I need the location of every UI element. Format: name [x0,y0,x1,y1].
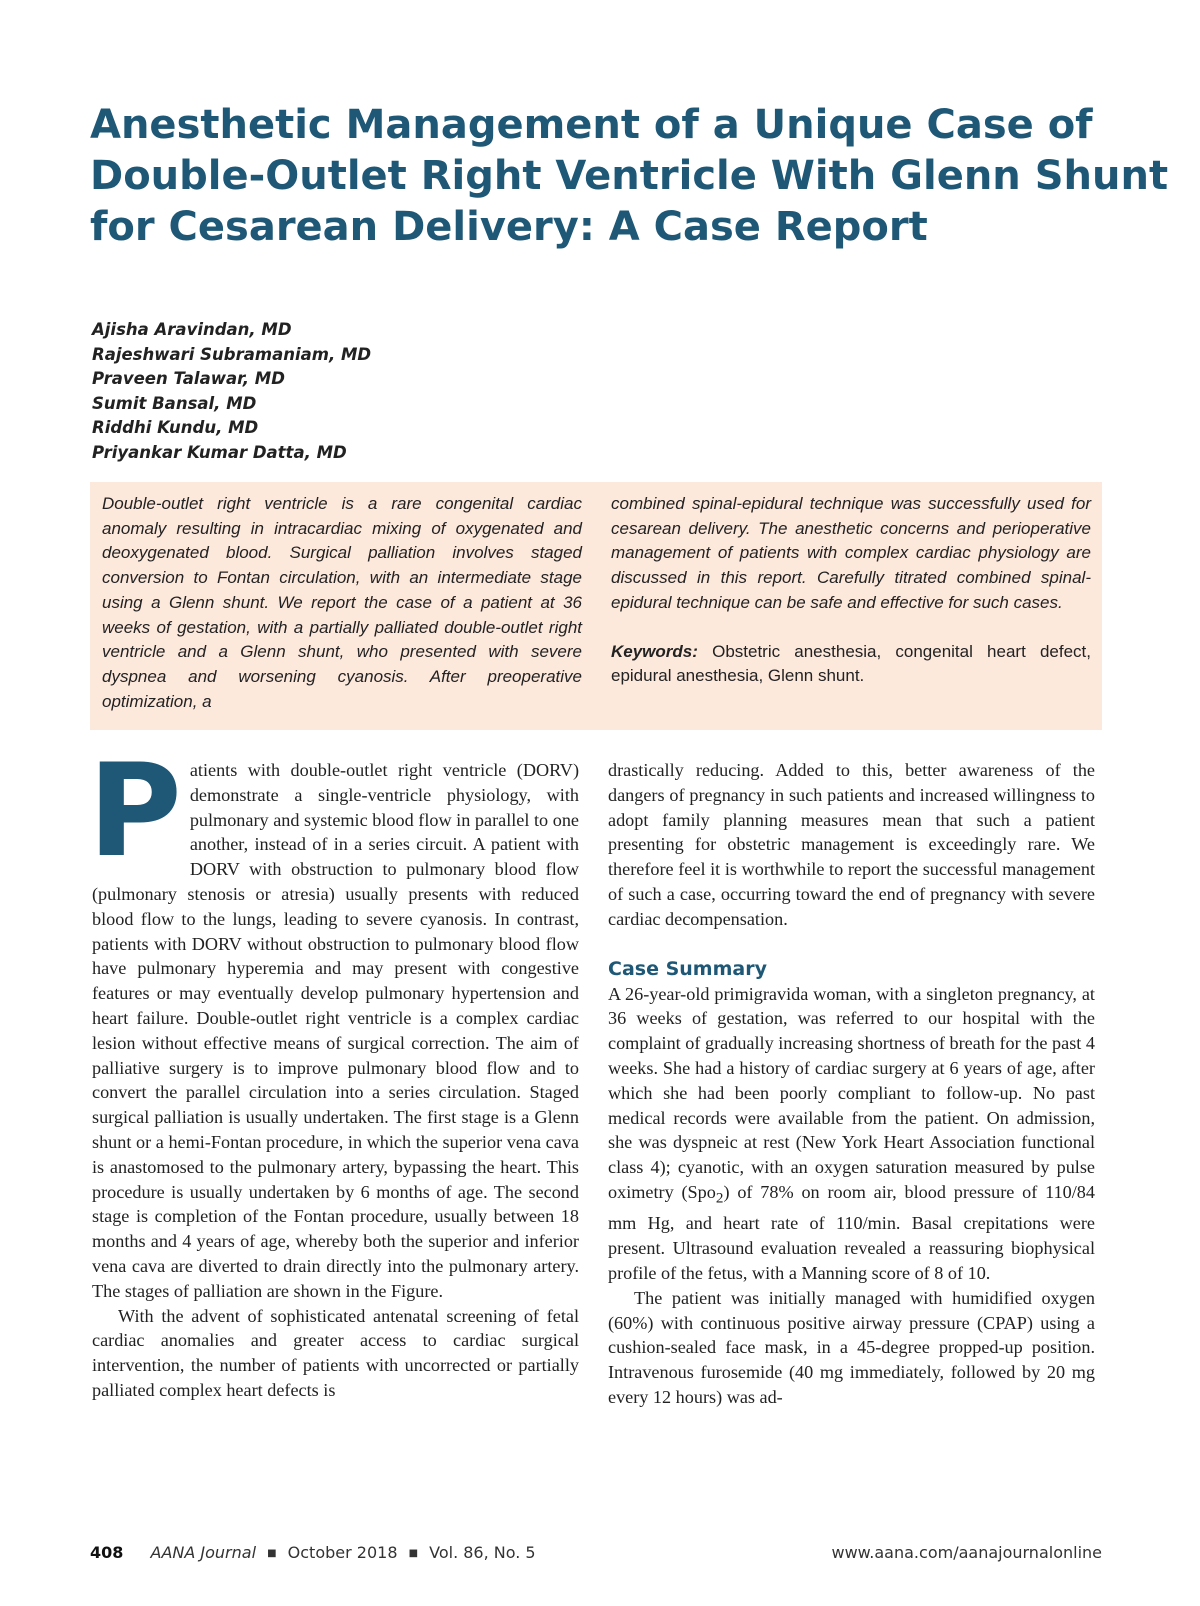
author-name: Sumit Bansal, MD [92,393,257,413]
page-footer [90,1543,1102,1562]
journal-url[interactable]: www.aana.com/aanajournalonline [831,1543,1102,1562]
abstract-right-text: combined spinal-epidural technique was successfully used for cesarean delivery. The anesthetic concerns and perioperative management of patients with complex cardiac physiology are discussed in this report. Carefully titrated combined spinal-epidural technique can be safe and effective for such cases. [611,494,1091,612]
author-name: Ajisha Aravindan, MD [92,320,292,339]
body-paragraph: The patient was initially managed with humidified oxygen (60%) with continuous positive airway pressure (CPAP) using a cushion-sealed face mask, in a 45-degree propped-up position. Intravenous furosemide (40 mg immediately, followed by 20 mg every 12 hours) was ad- [608,1287,1095,1407]
author-list [92,318,371,465]
abstract-left-column: Double-outlet right ventricle is a rare congenital cardiac anomaly resulting in intracardiac mixing of oxygenated and deoxygenated blood. Surgical palliation involves staged conversion to Fontan circulation, with an intermediate stage using a Glenn shunt. We report the case of a patient at 36 weeks of gestation, with a partially palliated double-outlet right ventricle and a Glenn shunt, who presented with severe dyspnea and worsening cyanosis. After preoperative optimization, a [102,494,582,711]
title-line: Anesthetic Management of a Unique Case of [90,102,1093,148]
separator-icon: ■ [267,1548,277,1559]
abstract-box [90,482,1102,730]
body-left-column [88,737,579,1403]
abstract-right-column [611,492,1091,689]
subscript: 2 [715,1189,724,1207]
section-heading-case-summary: Case Summary [608,957,767,980]
author-name: Praveen Talawar, MD [92,369,285,388]
issue-date: October 2018 [287,1543,398,1562]
drop-cap: P [88,737,182,886]
article-title [90,100,1169,253]
keywords [611,640,1091,689]
body-paragraph: With the advent of sophisticated antenatal screening of fetal cardiac anomalies and greater access to cardiac surgical intervention, the number of patients with uncorrected or partially palliated complex heart defects is [92,1305,579,1400]
keywords-label: Keywords: [611,641,698,661]
keywords-text: Obstetric anesthesia, congenital heart defect, epidural anesthesia, Glenn shunt. [611,641,1091,686]
separator-icon: ■ [408,1548,419,1559]
title-line: Double-Outlet Right Ventricle With Glenn Shunt [90,153,1169,199]
author-name: Priyankar Kumar Datta, MD [92,442,347,462]
body-paragraph: drastically reducing. Added to this, better awareness of the dangers of pregnancy in such patients and increased willingness to adopt family planning measures mean that such a patient presenting for obstetric management is exceedingly rare. We therefore feel it is worthwhile to report the successful management of such a case, occurring toward the end of pregnancy with severe cardiac decompensation. [608,760,1095,929]
title-line: for Cesarean Delivery: A Case Report [90,204,928,250]
case-paragraph: A 26-year-old primigravida woman, with a singleton pregnancy, at 36 weeks of gestation, was referred to our hospital with the complaint of gradually increasing shortness of breath for the past 4 weeks. She had a history of cardiac surgery at 6 years of age, after which she had been poorly compliant to follow-up. No past medical records were available from the patient. On admission, she was dyspneic at rest (New York Heart Association functional class 4); cyanotic, with an oxygen saturation measured by pulse oximetry (Spo$_2$) of 78% on room air, blood pressure of 110/84 mm Hg, and heart rate of 110/min. Basal crepitations were present. Ultrasound evaluation revealed a reassuring biophysical profile of the fetus, with a Manning score of 8 of 10. [608,983,1095,1283]
volume-info: Vol. 86, No. 5 [429,1543,536,1562]
author-name: Rajeshwari Subramaniam, MD [92,344,372,364]
author-name: Riddhi Kundu, MD [92,418,259,437]
body-right-column [608,758,1095,1410]
intro-text: atients with double-outlet right ventricle (DORV) demonstrate a single-ventricle physiology, with pulmonary and systemic blood flow in parallel to one another, instead of in a series circuit. A patient with DORV with obstruction to pulmonary blood flow (pulmonary stenosis or atresia) usually presents with reduced blood flow to the lungs, leading to severe cyanosis. In contrast, patients with DORV without obstruction to pulmonary blood flow have pulmonary hyperemia and may present with congestive features or may eventually develop pulmonary hypertension and heart failure. Double-outlet right ventricle is a complex cardiac lesion without effective means of surgical correction. The aim of palliative surgery is to improve pulmonary blood flow and to convert the parallel circulation into a series circulation. Staged surgical palliation is usually undertaken. The first stage is a Glenn shunt or a hemi-Fontan procedure, in which the superior vena cava is anastomosed to the pulmonary artery, bypassing the heart. This procedure is usually undertaken by 6 months of age. The second stage is completion of the Fontan procedure, usually between 18 months and 4 years of age, whereby both the superior and inferior vena cava are diverted to drain directly into the pulmonary artery. The stages of palliation are shown in the Figure. [92,760,579,1301]
intro-paragraph [88,737,579,1304]
page-number: 408 [90,1543,124,1562]
journal-name: AANA Journal [150,1543,257,1562]
